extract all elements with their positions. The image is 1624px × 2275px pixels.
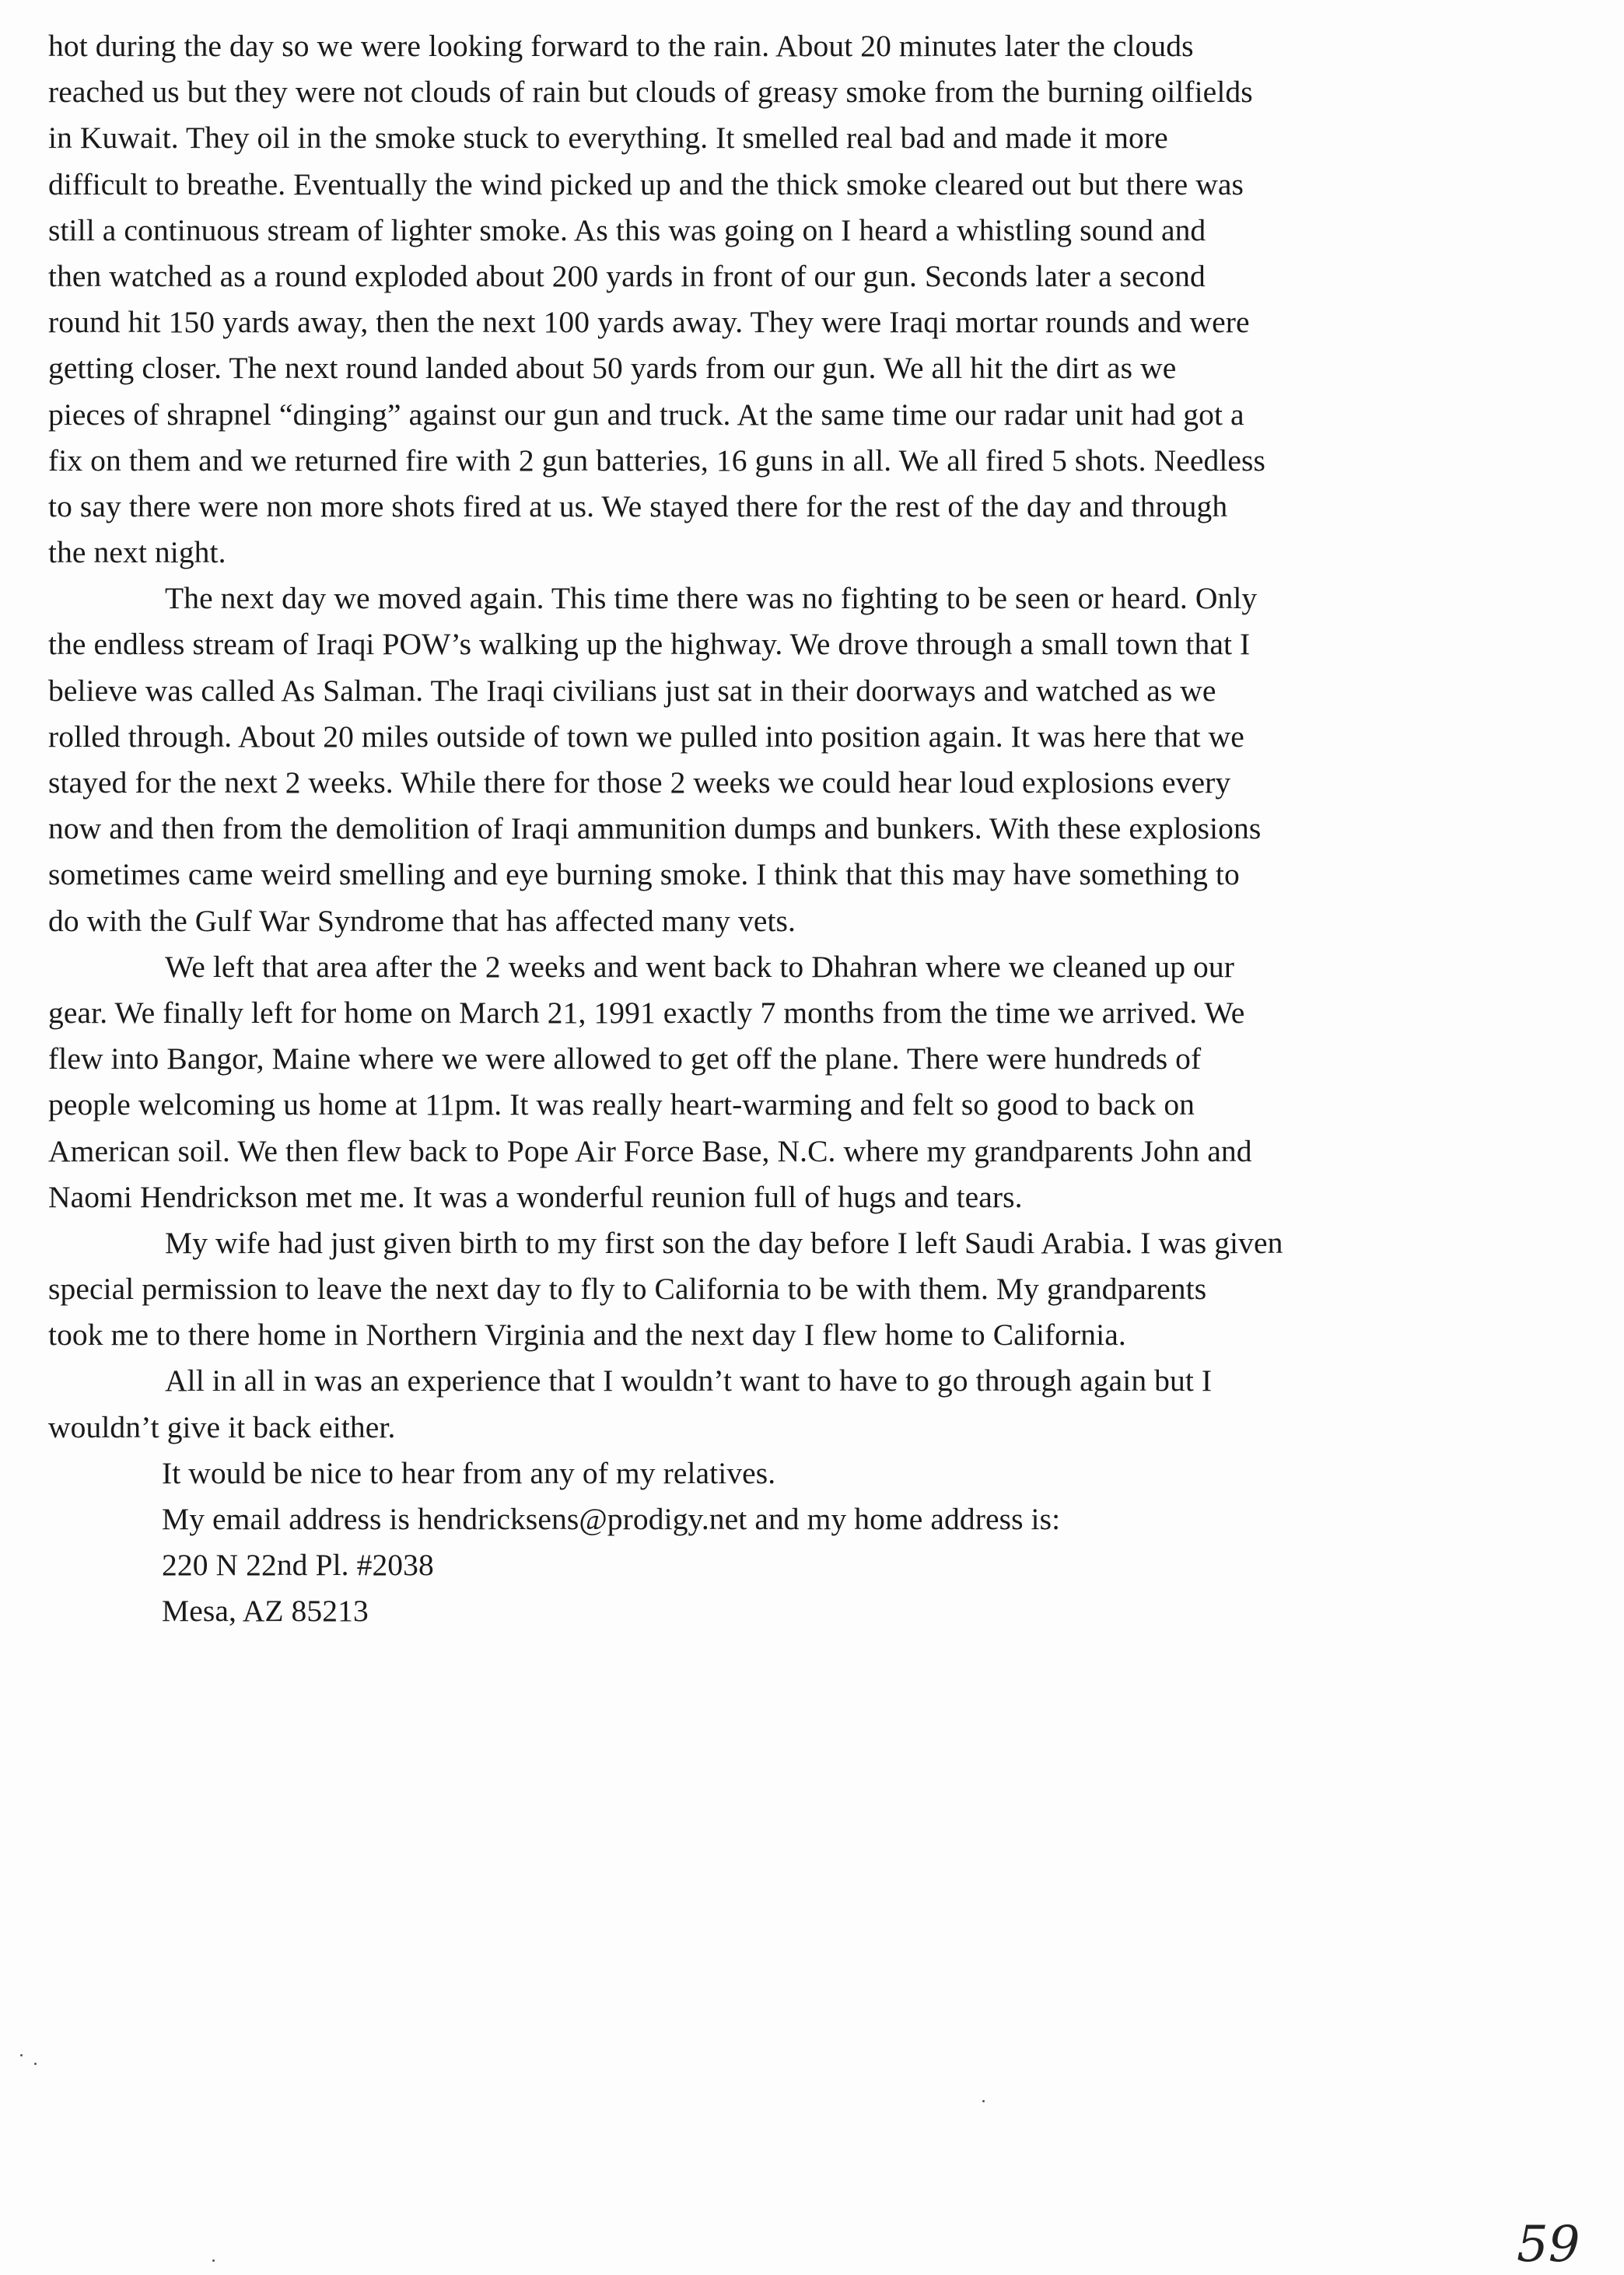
text-line-31: wouldn’t give it back either. [48, 1409, 396, 1444]
page-number [1512, 2213, 1621, 2275]
closing-line-email: My email address is hendricksens@prodigy.net and my home address is: [162, 1502, 1061, 1536]
scan-speck [20, 2054, 23, 2056]
text-line-20: do with the Gulf War Syndrome that has affected many vets. [48, 903, 796, 938]
text-line-26: Naomi Hendrickson met me. It was a wonderful reunion full of hugs and tears. [48, 1179, 1023, 1214]
scan-speck [34, 2063, 37, 2065]
text-line-1: hot during the day so we were looking forward to the rain. About 20 minutes later the clouds [48, 29, 1194, 63]
text-line-4: difficult to breathe. Eventually the wind picked up and the thick smoke cleared out but there was [48, 166, 1244, 201]
text-line-23: flew into Bangor, Maine where we were allowed to get off the plane. There were hundreds of [48, 1041, 1202, 1076]
closing-line-relatives: It would be nice to hear from any of my relatives. [162, 1455, 776, 1490]
scan-speck [212, 2259, 215, 2262]
text-line-13: The next day we moved again. This time there was no fighting to be seen or heard. Only [165, 581, 1258, 616]
text-line-9: pieces of shrapnel “dinging” against our gun and truck. At the same time our radar unit had got a [48, 397, 1244, 432]
text-line-10: fix on them and we returned fire with 2 gun batteries, 16 guns in all. We all fired 5 shots. Needless [48, 443, 1265, 478]
address-city: Mesa, AZ 85213 [162, 1594, 369, 1629]
document-body [48, 23, 1534, 1635]
text-line-17: stayed for the next 2 weeks. While there for those 2 weeks we could hear loud explosions every [48, 765, 1231, 800]
text-line-11: to say there were non more shots fired at us. We stayed there for the rest of the day and through [48, 488, 1228, 523]
text-line-29: took me to there home in Northern Virginia and the next day I flew home to California. [48, 1318, 1126, 1353]
text-line-28: special permission to leave the next day to fly to California to be with them. My grandparents [48, 1272, 1207, 1307]
text-line-19: sometimes came weird smelling and eye burning smoke. I think that this may have something to [48, 857, 1240, 892]
page-number-text: 59 [1517, 2216, 1580, 2273]
text-line-30: All in all in was an experience that I wouldn’t want to have to go through again but I [165, 1363, 1213, 1398]
text-line-14: the endless stream of Iraqi POW’s walking up the highway. We drove through a small town that I [48, 627, 1251, 662]
text-line-7: round hit 150 yards away, then the next 100 yards away. They were Iraqi mortar rounds and were [48, 305, 1250, 340]
text-line-18: now and then from the demolition of Iraqi ammunition dumps and bunkers. With these explosions [48, 811, 1262, 846]
text-line-16: rolled through. About 20 miles outside of town we pulled into position again. It was here that we [48, 719, 1244, 754]
text-line-3: in Kuwait. They oil in the smoke stuck to everything. It smelled real bad and made it more [48, 121, 1168, 156]
address-street: 220 N 22nd Pl. #2038 [162, 1548, 434, 1583]
text-line-8: getting closer. The next round landed about 50 yards from our gun. We all hit the dirt as we [48, 351, 1177, 386]
text-line-27: My wife had just given birth to my first son the day before I left Saudi Arabia. I was given [165, 1225, 1283, 1260]
text-line-5: still a continuous stream of lighter smoke. As this was going on I heard a whistling sound and [48, 212, 1206, 247]
text-line-12: the next night. [48, 535, 226, 570]
scan-speck [982, 2100, 985, 2102]
text-line-25: American soil. We then flew back to Pope Air Force Base, N.C. where my grandparents John and [48, 1133, 1252, 1168]
text-line-2: reached us but they were not clouds of rain but clouds of greasy smoke from the burning oilfields [48, 75, 1253, 110]
text-line-15: believe was called As Salman. The Iraqi civilians just sat in their doorways and watched as we [48, 673, 1216, 708]
text-line-22: gear. We finally left for home on March 21, 1991 exactly 7 months from the time we arrived. We [48, 995, 1245, 1030]
text-line-21: We left that area after the 2 weeks and went back to Dhahran where we cleaned up our [165, 949, 1235, 984]
text-line-6: then watched as a round exploded about 200 yards in front of our gun. Seconds later a second [48, 258, 1206, 293]
text-line-24: people welcoming us home at 11pm. It was really heart-warming and felt so good to back on [48, 1087, 1195, 1122]
